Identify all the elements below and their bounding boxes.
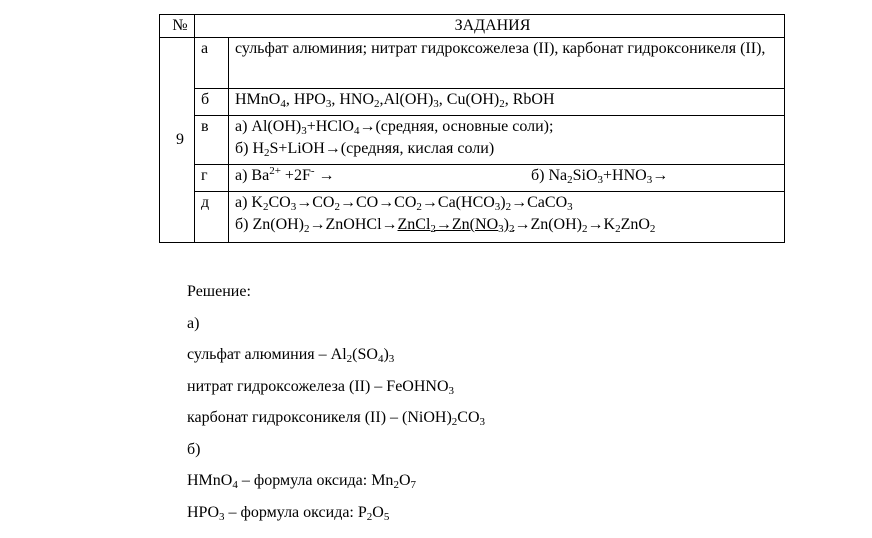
tasks-table (159, 14, 785, 243)
solution-line-5: $HPO_3$ – формула оксида: $P_2O_5$ (187, 503, 390, 523)
task-row-a (160, 38, 785, 89)
solution-line-4: HMnO$_4$ – формула оксида: $Mn_2O_7$ (187, 472, 416, 491)
reaction-line-1: а) $Al(OH)_3+HClO_4\to(средняя$, основные соли); (235, 118, 554, 137)
table-header-row (160, 15, 785, 38)
row-letter: б (195, 89, 229, 116)
row-b-formulas: HMnO$_4$, $HPO_3$, $HNO_2,Al(OH)_3$, $Cu(OH)_2$, RbOH (229, 89, 785, 116)
reaction-part-a: а) $Ba^{2+} +2F^-$ → (235, 165, 335, 184)
header-number-cell: № (160, 15, 195, 38)
solution-line-2: нитрат гидроксожелеза (II) – FeOHNO$_3$ (187, 377, 455, 397)
row-a-text: сульфат алюминия; нитрат гидроксожелеза (II), карбонат гидроксоникеля (II), (229, 38, 785, 89)
reaction-part-b: б) $Na_2SiO_3+HNO_3\to$ (531, 167, 669, 186)
task-number-cell: 9 (160, 38, 195, 243)
row-letter: а (195, 38, 229, 89)
row-g-reactions (229, 165, 785, 192)
row-v-reactions (229, 116, 785, 165)
row-d-chains (229, 192, 785, 243)
task-row-b (160, 89, 785, 116)
task-row-d (160, 192, 785, 243)
solution-line-3: карбонат гидроксоникеля $(II) - (NiOH)_2CO_3$ (187, 409, 486, 428)
header-title-cell: ЗАДАНИЯ (195, 15, 785, 38)
task-row-v (160, 116, 785, 165)
chain-line-1: а) $K_2CO_3\to CO_2\to CO\to CO_2\to Ca(HCO_3)_2\to CaCO_3$ (235, 194, 573, 213)
task-row-g (160, 165, 785, 192)
solution-section (187, 281, 485, 533)
chain-line-2: б) $Zn(OH)_2\to ZnOHCl\to ZnCl_2\to Zn(NO_3)_2\to Zn(OH)_2\to K_2ZnO_2$ (235, 216, 656, 235)
solution-heading: Решение: (187, 283, 251, 300)
row-letter: в (195, 116, 229, 165)
part-b-label: б) (187, 440, 201, 458)
reaction-line-2: б) $H_2S+LiOH\to(средняя$, кислая соли) (235, 140, 495, 159)
row-letter: д (195, 192, 229, 243)
row-letter: г (195, 165, 229, 192)
solution-line-1: сульфат алюминия – $Al_2(SO_4)_3$ (187, 346, 395, 365)
part-a-label: а) (187, 314, 200, 332)
